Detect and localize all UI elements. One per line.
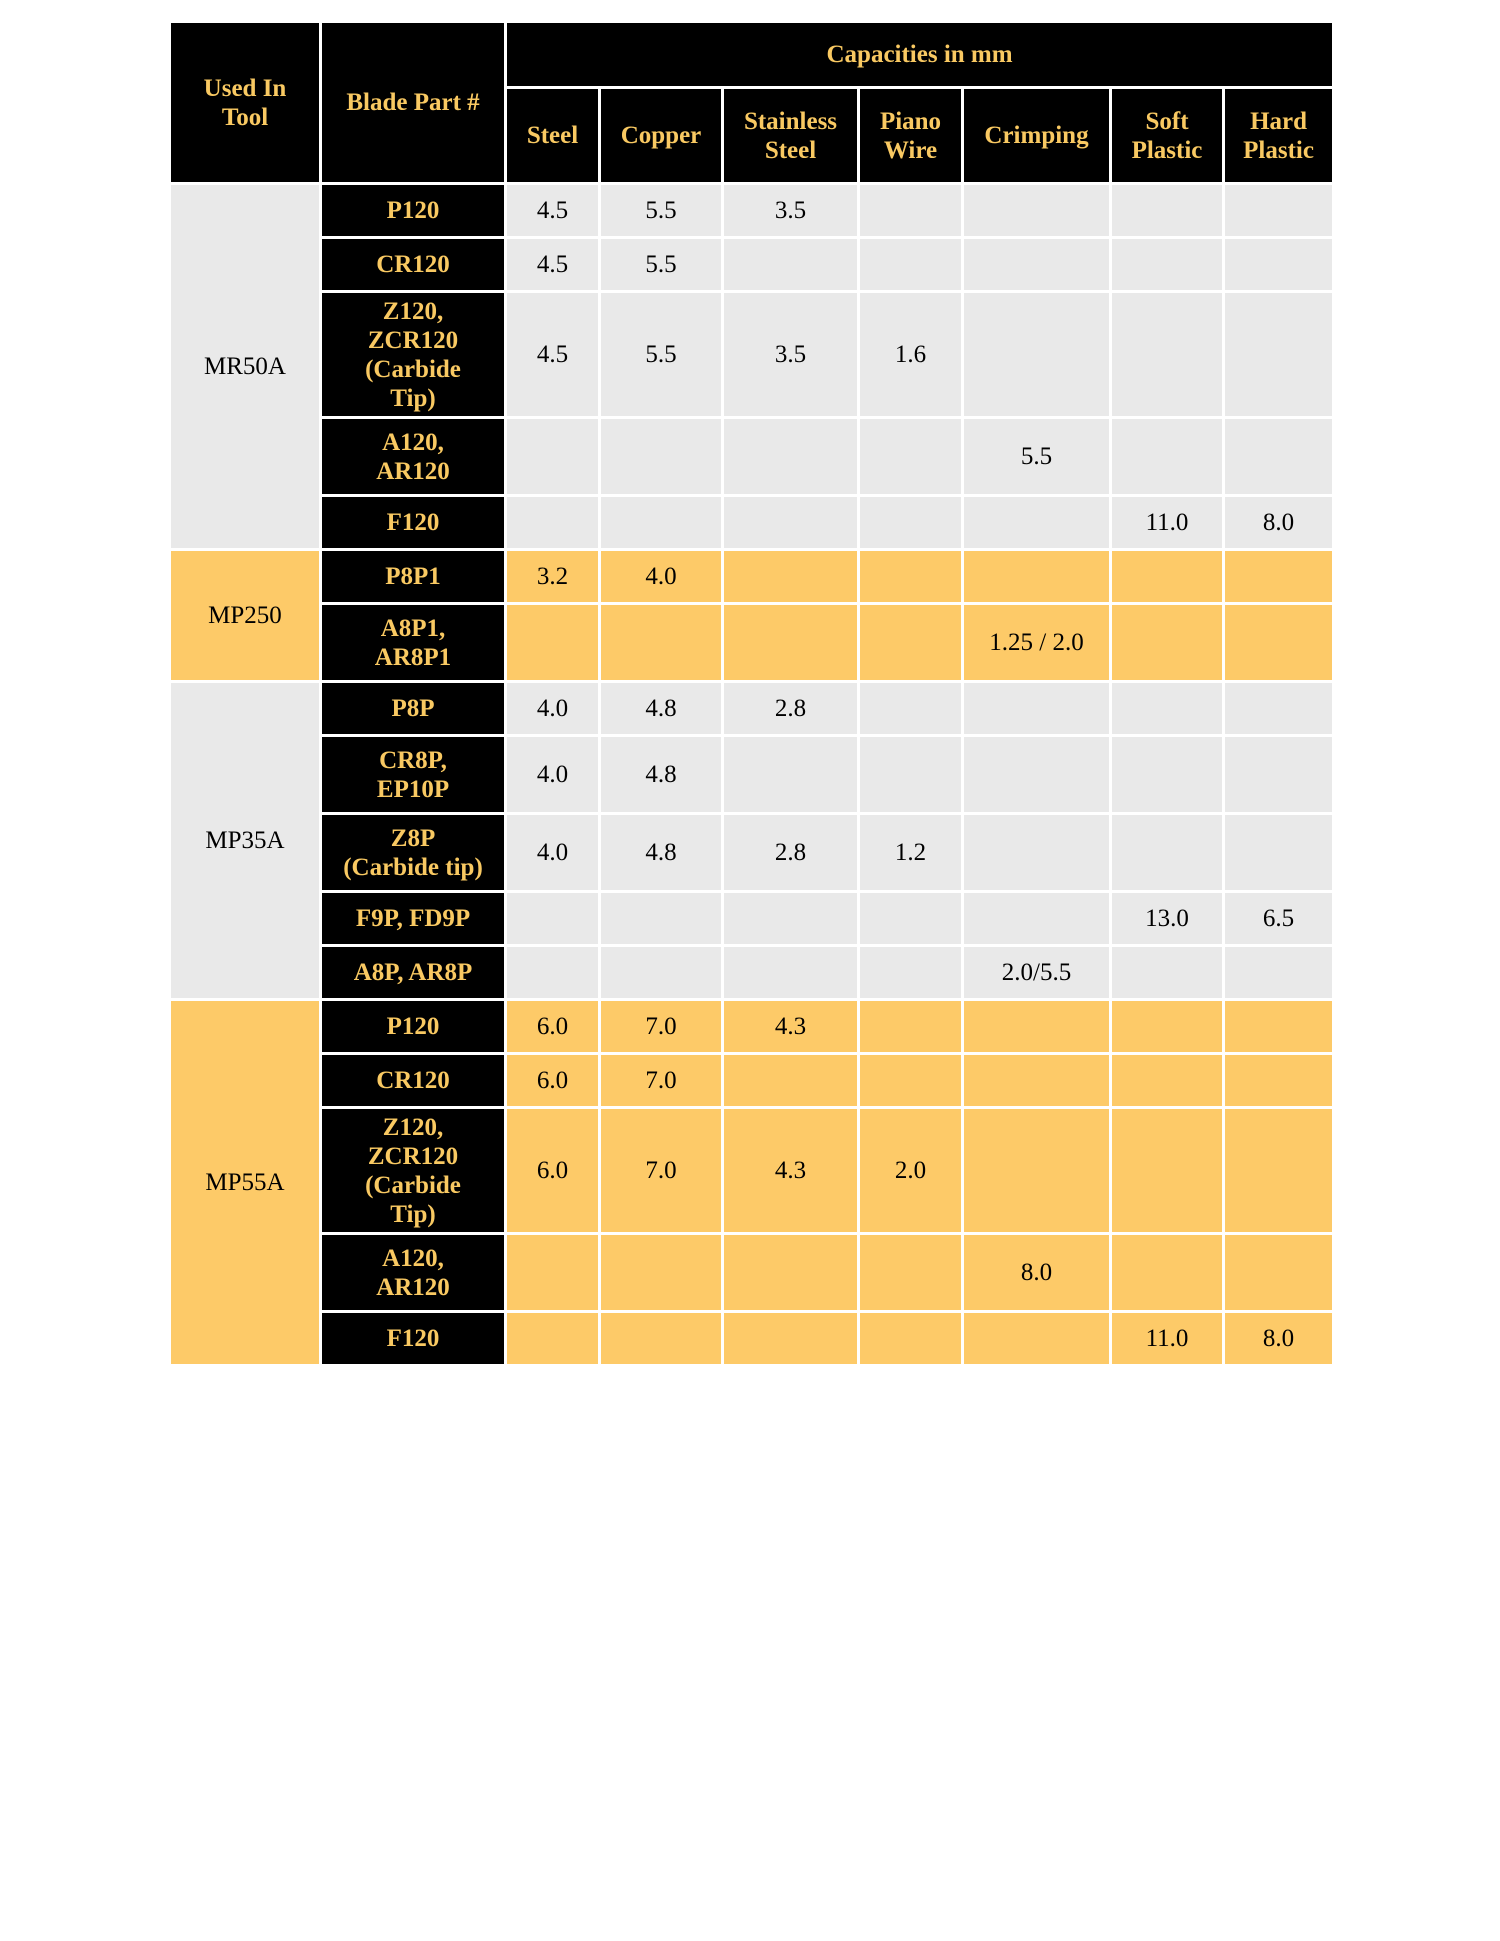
capacity-value	[1224, 814, 1334, 892]
blade-part-cell	[321, 184, 506, 238]
blade-part-cell	[321, 1234, 506, 1312]
capacity-value	[506, 418, 600, 496]
material-header-piano-wire: Piano Wire	[859, 88, 963, 184]
capacity-value	[1111, 238, 1224, 292]
tool-name: MP55A	[205, 1169, 285, 1196]
capacity-value: 4.0	[506, 814, 600, 892]
capacity-value: 2.8	[723, 682, 859, 736]
capacity-value	[1111, 604, 1224, 682]
capacity-value	[1111, 1108, 1224, 1234]
blade-part-cell	[321, 496, 506, 550]
blade-part-number: CR8P, EP10P	[376, 746, 450, 803]
capacity-value	[963, 892, 1111, 946]
capacity-value	[859, 418, 963, 496]
capacity-value: 5.5	[600, 292, 723, 418]
used-in-tool-header: Used In Tool	[170, 22, 321, 184]
capacity-value	[859, 1054, 963, 1108]
table-row	[170, 550, 1334, 604]
capacity-value: 4.0	[506, 736, 600, 814]
capacity-value	[1111, 1234, 1224, 1312]
material-header-steel: Steel	[506, 88, 600, 184]
blade-part-cell	[321, 814, 506, 892]
capacity-value: 11.0	[1111, 1312, 1224, 1366]
capacity-value	[1224, 292, 1334, 418]
blade-part-number: CR120	[376, 1067, 450, 1094]
blade-part-number: CR120	[376, 251, 450, 278]
material-header-copper: Copper	[600, 88, 723, 184]
tool-name-cell	[170, 682, 321, 1000]
capacity-value: 4.5	[506, 184, 600, 238]
capacity-value	[859, 946, 963, 1000]
capacity-value: 5.5	[600, 184, 723, 238]
capacity-value: 5.5	[600, 238, 723, 292]
material-header-soft-plastic: Soft Plastic	[1111, 88, 1224, 184]
capacity-value: 1.6	[859, 292, 963, 418]
blade-part-cell	[321, 1312, 506, 1366]
table-row	[170, 1234, 1334, 1312]
capacity-value	[963, 292, 1111, 418]
table-row	[170, 604, 1334, 682]
tool-name: MR50A	[204, 353, 286, 380]
capacity-value	[600, 496, 723, 550]
blade-part-number: P120	[386, 1013, 440, 1040]
blade-part-number: A8P, AR8P	[353, 959, 473, 986]
capacity-value	[723, 736, 859, 814]
capacity-value	[1224, 604, 1334, 682]
capacity-value	[859, 736, 963, 814]
blade-part-cell	[321, 238, 506, 292]
capacity-value: 3.5	[723, 292, 859, 418]
capacity-value	[859, 682, 963, 736]
table-row	[170, 418, 1334, 496]
capacity-value	[1224, 418, 1334, 496]
capacity-value: 4.3	[723, 1000, 859, 1054]
capacity-value	[963, 238, 1111, 292]
capacity-value	[1224, 550, 1334, 604]
capacity-value	[723, 1234, 859, 1312]
blade-part-cell	[321, 1054, 506, 1108]
capacity-value	[859, 1312, 963, 1366]
blade-part-cell	[321, 736, 506, 814]
capacity-value	[1111, 184, 1224, 238]
table-row	[170, 1054, 1334, 1108]
capacity-value: 8.0	[1224, 496, 1334, 550]
capacity-value	[963, 184, 1111, 238]
capacity-value	[723, 604, 859, 682]
capacity-value	[723, 418, 859, 496]
capacity-value: 3.5	[723, 184, 859, 238]
capacity-value	[1224, 184, 1334, 238]
tool-name: MP250	[208, 602, 282, 629]
capacity-value	[723, 550, 859, 604]
table-row	[170, 184, 1334, 238]
capacity-value	[600, 946, 723, 1000]
blade-part-cell	[321, 1000, 506, 1054]
capacity-value	[859, 550, 963, 604]
material-header-crimping: Crimping	[963, 88, 1111, 184]
capacity-value	[600, 418, 723, 496]
blade-part-number: Z120, ZCR120 (Carbide Tip)	[365, 1113, 461, 1228]
capacities-table	[168, 20, 1335, 1367]
table-row	[170, 946, 1334, 1000]
capacity-value	[1111, 1054, 1224, 1108]
capacity-value	[963, 550, 1111, 604]
capacity-value	[1224, 1054, 1334, 1108]
capacity-value	[1224, 1000, 1334, 1054]
table-row	[170, 496, 1334, 550]
capacity-value	[859, 496, 963, 550]
material-header-hard-plastic: Hard Plastic	[1224, 88, 1334, 184]
capacity-value: 7.0	[600, 1108, 723, 1234]
blade-part-cell	[321, 682, 506, 736]
blade-part-number: F9P, FD9P	[355, 905, 471, 932]
capacity-value	[1111, 418, 1224, 496]
capacity-value	[1111, 1000, 1224, 1054]
capacity-value	[859, 238, 963, 292]
table-row	[170, 1108, 1334, 1234]
capacity-value: 2.0	[859, 1108, 963, 1234]
capacities-header: Capacities in mm	[506, 22, 1334, 88]
capacity-value	[859, 1234, 963, 1312]
capacity-value: 6.0	[506, 1000, 600, 1054]
capacity-value: 7.0	[600, 1054, 723, 1108]
capacity-value: 1.25 / 2.0	[963, 604, 1111, 682]
capacity-value	[1111, 946, 1224, 1000]
capacity-value: 4.3	[723, 1108, 859, 1234]
capacity-value	[723, 1054, 859, 1108]
capacity-value: 4.8	[600, 682, 723, 736]
blade-part-cell	[321, 550, 506, 604]
capacity-value	[963, 736, 1111, 814]
capacity-value: 13.0	[1111, 892, 1224, 946]
capacity-value	[1224, 238, 1334, 292]
capacity-value: 5.5	[963, 418, 1111, 496]
capacity-value	[963, 1000, 1111, 1054]
blade-part-number: A120, AR120	[376, 428, 450, 485]
blade-part-number: Z120, ZCR120 (Carbide Tip)	[365, 297, 461, 412]
capacity-value	[506, 946, 600, 1000]
tool-name-cell	[170, 1000, 321, 1366]
capacity-value: 2.0/5.5	[963, 946, 1111, 1000]
capacity-value	[859, 184, 963, 238]
capacity-value	[963, 496, 1111, 550]
blade-part-number: P8P	[391, 695, 435, 722]
capacity-value: 4.8	[600, 814, 723, 892]
capacity-value: 4.5	[506, 292, 600, 418]
capacity-value: 4.0	[506, 682, 600, 736]
table-row	[170, 1312, 1334, 1366]
table-row	[170, 814, 1334, 892]
capacity-value	[723, 496, 859, 550]
capacity-value	[1224, 1234, 1334, 1312]
capacity-value	[963, 1054, 1111, 1108]
capacity-value	[859, 604, 963, 682]
capacity-value	[1224, 946, 1334, 1000]
capacity-value: 6.0	[506, 1054, 600, 1108]
capacity-value	[1111, 550, 1224, 604]
table-body	[170, 184, 1334, 1366]
capacity-value	[723, 892, 859, 946]
blade-part-number: F120	[386, 1325, 440, 1352]
blade-part-cell	[321, 946, 506, 1000]
capacity-value	[723, 946, 859, 1000]
header-row-top	[170, 22, 1334, 88]
capacity-value	[1224, 736, 1334, 814]
capacity-value	[506, 1234, 600, 1312]
capacity-value	[1111, 292, 1224, 418]
blade-part-cell	[321, 1108, 506, 1234]
capacity-value	[506, 496, 600, 550]
tool-name: MP35A	[205, 827, 285, 854]
capacity-value: 8.0	[963, 1234, 1111, 1312]
capacity-value	[1111, 682, 1224, 736]
capacity-value	[1111, 814, 1224, 892]
capacity-value	[600, 892, 723, 946]
capacity-value	[859, 892, 963, 946]
table-row	[170, 736, 1334, 814]
table-row	[170, 292, 1334, 418]
capacity-value: 3.2	[506, 550, 600, 604]
capacity-value	[859, 1000, 963, 1054]
capacity-value	[963, 682, 1111, 736]
capacity-value	[506, 892, 600, 946]
blade-part-cell	[321, 292, 506, 418]
blade-part-cell	[321, 418, 506, 496]
material-header-stainless-steel: Stainless Steel	[723, 88, 859, 184]
capacity-value	[963, 1108, 1111, 1234]
capacity-value: 2.8	[723, 814, 859, 892]
capacity-value	[1111, 736, 1224, 814]
capacity-value	[506, 604, 600, 682]
capacity-value	[1224, 1108, 1334, 1234]
tool-name-cell	[170, 550, 321, 682]
capacity-value: 8.0	[1224, 1312, 1334, 1366]
capacity-value	[600, 1234, 723, 1312]
capacity-value: 1.2	[859, 814, 963, 892]
table-row	[170, 1000, 1334, 1054]
capacity-value	[600, 1312, 723, 1366]
tool-name-cell	[170, 184, 321, 550]
blade-part-number: F120	[386, 509, 440, 536]
blade-part-number: Z8P (Carbide tip)	[343, 824, 483, 881]
capacity-value: 4.5	[506, 238, 600, 292]
blade-part-header: Blade Part #	[321, 22, 506, 184]
capacity-value: 6.5	[1224, 892, 1334, 946]
capacity-value	[1224, 682, 1334, 736]
capacity-value	[963, 1312, 1111, 1366]
capacity-value: 4.8	[600, 736, 723, 814]
table-row	[170, 892, 1334, 946]
blade-part-number: A8P1, AR8P1	[374, 614, 452, 671]
capacity-value	[506, 1312, 600, 1366]
blade-part-number: P120	[386, 197, 440, 224]
capacity-value	[723, 1312, 859, 1366]
blade-part-cell	[321, 604, 506, 682]
blade-part-number: P8P1	[385, 563, 441, 590]
capacity-value	[723, 238, 859, 292]
capacity-value: 7.0	[600, 1000, 723, 1054]
table-row	[170, 682, 1334, 736]
capacity-value: 4.0	[600, 550, 723, 604]
capacity-value: 6.0	[506, 1108, 600, 1234]
capacity-value: 11.0	[1111, 496, 1224, 550]
blade-part-number: A120, AR120	[376, 1244, 450, 1301]
capacity-value	[600, 604, 723, 682]
blade-part-cell	[321, 892, 506, 946]
capacity-value	[963, 814, 1111, 892]
table-row	[170, 238, 1334, 292]
